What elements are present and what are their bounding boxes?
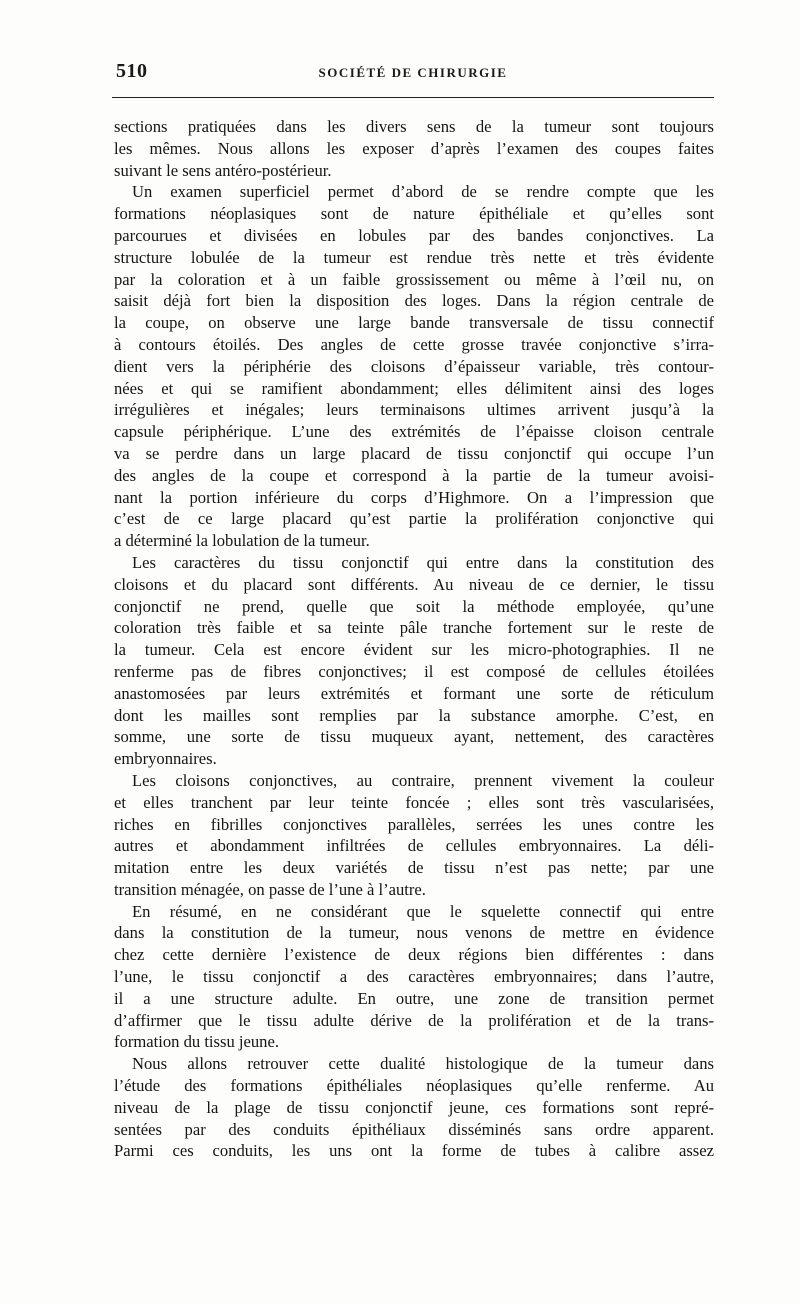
- text-line: l’étude des formations épithéliales néoplasiques qu’elle renferme. Au: [114, 1076, 714, 1096]
- text-line: par la coloration et à un faible grossissement ou même à l’œil nu, on: [114, 269, 714, 289]
- text-line: capsule périphérique. L’une des extrémités de l’épaisse cloison centrale: [114, 422, 714, 442]
- text-line: et elles tranchent par leur teinte foncée ; elles sont très vascularisées,: [114, 792, 714, 812]
- page-header: [112, 60, 714, 88]
- text-line: transition ménagée, on passe de l’une à l’autre.: [114, 879, 426, 899]
- text-line: coloration très faible et sa teinte pâle tranche fortement sur le reste de: [114, 618, 714, 638]
- text-line: conjonctif ne prend, quelle que soit la méthode employée, qu’une: [114, 596, 714, 616]
- text-line: nées et qui se ramifient abondamment; elles délimitent ainsi des loges: [114, 378, 714, 398]
- text-line: Parmi ces conduits, les uns ont la forme de tubes à calibre assez: [114, 1141, 714, 1161]
- running-head: SOCIÉTÉ DE CHIRURGIE: [318, 65, 508, 80]
- text-line: l’une, le tissu conjonctif a des caractères embryonnaires; dans l’autre,: [114, 967, 714, 987]
- text-line: formations néoplasiques sont de nature épithéliale et qu’elles sont: [114, 204, 714, 224]
- text-line: dient vers la périphérie des cloisons d’épaisseur variable, très contour-: [114, 356, 714, 376]
- text-line: En résumé, en ne considérant que le squelette connectif qui entre: [132, 901, 714, 921]
- text-line: dont les mailles sont remplies par la substance amorphe. C’est, en: [114, 705, 714, 725]
- text-line: a déterminé la lobulation de la tumeur.: [114, 531, 370, 551]
- text-line: Les cloisons conjonctives, au contraire, prennent vivement la couleur: [132, 770, 714, 790]
- page-number: 510: [116, 60, 148, 82]
- text-line: mitation entre les deux variétés de tissu n’est pas nette; par une: [114, 858, 714, 878]
- text-line: sentées par des conduits épithéliaux disséminés sans ordre apparent.: [114, 1119, 714, 1139]
- text-line: parcourues et divisées en lobules par des bandes conjonctives. La: [114, 225, 714, 245]
- text-line: la tumeur. Cela est encore évident sur les micro-photographies. Il ne: [114, 640, 714, 660]
- text-line: dans la constitution de la tumeur, nous venons de mettre en évidence: [114, 923, 714, 943]
- text-line: somme, une sorte de tissu muqueux ayant, nettement, des caractères: [114, 727, 714, 747]
- text-line: d’affirmer que le tissu adulte dérive de la prolifération et de la trans-: [114, 1010, 714, 1030]
- text-line: anastomosées par leurs extrémités et formant une sorte de réticulum: [114, 683, 714, 703]
- text-line: nant la portion inférieure du corps d’Highmore. On a l’impression que: [114, 487, 714, 507]
- text-line: saisit déjà fort bien la disposition des loges. Dans la région centrale de: [114, 291, 714, 311]
- text-line: embryonnaires.: [114, 749, 217, 769]
- text-line: des angles de la coupe et correspond à la partie de la tumeur avoisi-: [114, 465, 714, 485]
- text-line: cloisons et du placard sont différents. Au niveau de ce dernier, le tissu: [114, 574, 714, 594]
- text-line: riches en fibrilles conjonctives parallèles, serrées les unes contre les: [114, 814, 714, 834]
- text-line: va se perdre dans un large placard de tissu conjonctif qui occupe l’un: [114, 443, 714, 463]
- header-rule: [112, 97, 714, 98]
- text-line: il a une structure adulte. En outre, une zone de transition permet: [114, 988, 714, 1008]
- text-line: à contours étoilés. Des angles de cette grosse travée conjonctive s’irra-: [114, 334, 714, 354]
- text-line: les mêmes. Nous allons les exposer d’après l’examen des coupes faites: [114, 138, 714, 158]
- text-line: niveau de la plage de tissu conjonctif jeune, ces formations sont repré-: [114, 1097, 714, 1117]
- text-line: autres et abondamment infiltrées de cellules embryonnaires. La déli-: [114, 836, 714, 856]
- text-line: c’est de ce large placard qu’est partie la prolifération conjonctive qui: [114, 509, 714, 529]
- text-line: suivant le sens antéro-postérieur.: [114, 160, 332, 180]
- text-line: formation du tissu jeune.: [114, 1032, 279, 1052]
- text-line: sections pratiquées dans les divers sens de la tumeur sont toujours: [114, 117, 714, 136]
- text-line: irrégulières et inégales; leurs terminaisons ultimes arrivent jusqu’à la: [114, 400, 714, 420]
- text-line: Les caractères du tissu conjonctif qui entre dans la constitution des: [132, 552, 714, 572]
- text-line: renferme pas de fibres conjonctives; il est composé de cellules étoilées: [114, 661, 714, 681]
- text-line: chez cette dernière l’existence de deux régions bien différentes : dans: [114, 945, 714, 965]
- text-line: la coupe, on observe une large bande transversale de tissu connectif: [114, 313, 714, 333]
- text-line: Un examen superficiel permet d’abord de se rendre compte que les: [132, 182, 714, 202]
- body-text: [114, 116, 714, 1162]
- text-line: Nous allons retrouver cette dualité histologique de la tumeur dans: [132, 1054, 714, 1074]
- text-line: structure lobulée de la tumeur est rendue très nette et très évidente: [114, 247, 714, 267]
